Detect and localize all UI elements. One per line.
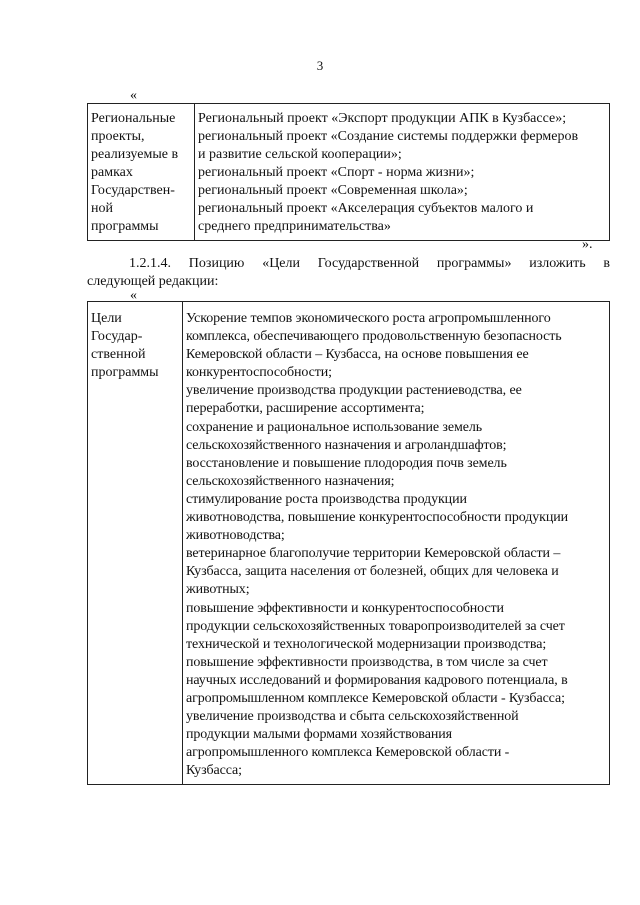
value-line: сельскохозяйственного назначения и агроландшафтов; <box>186 437 507 453</box>
amendment-paragraph <box>87 255 610 291</box>
value-line: среднего предпринимательства» <box>198 219 391 234</box>
value-line: стимулирование роста производства продукции <box>186 491 467 507</box>
value-line: агропромышленном комплексе Кемеровской области - Кузбасса; <box>186 690 565 706</box>
opening-quote-1: « <box>130 88 137 103</box>
value-line: научных исследований и формирования кадрового потенциала, в <box>186 672 568 688</box>
label-line: рамках <box>91 165 133 180</box>
value-line: повышение эффективности производства, в том числе за счет <box>186 654 548 670</box>
value-line: технической и технологической модернизации производства; <box>186 636 547 652</box>
closing-quote: ». <box>582 237 593 252</box>
value-line: увеличение производства продукции растениеводства, ее <box>186 383 522 399</box>
label-line: Государ- <box>91 329 143 345</box>
value-line: комплекса, обеспечивающего продовольственную безопасность <box>186 329 562 345</box>
value-line: Кемеровской области – Кузбасса, на основе повышения ее <box>186 347 529 363</box>
program-goals-label-cell <box>88 302 183 785</box>
value-line: сельскохозяйственного назначения; <box>186 473 395 489</box>
value-line: региональный проект «Спорт - норма жизни»; <box>198 165 475 180</box>
value-line: Кузбасса, защита населения от болезней, общих для человека и <box>186 564 559 580</box>
value-line: сохранение и рациональное использование земель <box>186 419 483 435</box>
regional-projects-label-cell <box>88 104 195 241</box>
value-line: и развитие сельской кооперации»; <box>198 147 402 162</box>
label-line: программы <box>91 365 159 381</box>
value-line: Ускорение темпов экономического роста агропромышленного <box>186 311 551 326</box>
value-line: Кузбасса; <box>186 763 242 779</box>
label-line: Региональные <box>91 111 176 126</box>
program-goals-value-cell <box>183 302 610 785</box>
label-line: Государствен- <box>91 183 175 198</box>
value-line: восстановление и повышение плодородия почв земель <box>186 455 507 471</box>
paragraph-line: 1.2.1.4. Позицию «Цели Государственной программы» изложить в <box>129 256 610 271</box>
label-line: реализуемые в <box>91 147 179 162</box>
opening-quote-2: « <box>130 288 137 303</box>
label-line: ной <box>91 201 113 216</box>
value-line: конкурентоспособности; <box>186 365 332 381</box>
value-line: Региональный проект «Экспорт продукции АПК в Кузбассе»; <box>198 111 567 126</box>
value-line: животных; <box>186 582 250 598</box>
regional-projects-table <box>87 103 610 241</box>
table-row <box>88 104 610 241</box>
value-line: увеличение производства и сбыта сельскохозяйственной <box>186 709 519 725</box>
paragraph-line: следующей редакции: <box>87 274 219 289</box>
label-line: ственной <box>91 347 146 363</box>
value-line: ветеринарное благополучие территории Кемеровской области – <box>186 546 561 562</box>
value-line: животноводства; <box>186 528 285 544</box>
value-line: агропромышленного комплекса Кемеровской области - <box>186 745 510 761</box>
program-goals-table <box>87 301 610 785</box>
value-line: повышение эффективности и конкурентоспособности <box>186 600 504 616</box>
value-line: региональный проект «Акселерация субъектов малого и <box>198 201 534 216</box>
value-line: животноводства, повышение конкурентоспособности продукции <box>186 510 569 526</box>
regional-projects-value-cell <box>195 104 610 241</box>
label-line: программы <box>91 219 159 234</box>
value-line: продукции сельскохозяйственных товаропроизводителей за счет <box>186 618 565 634</box>
page-number: 3 <box>316 58 324 73</box>
value-line: продукции малыми формами хозяйствования <box>186 727 452 743</box>
label-line: Цели <box>91 311 122 326</box>
value-line: региональный проект «Создание системы поддержки фермеров <box>198 129 579 144</box>
value-line: переработки, расширение ассортимента; <box>186 401 425 417</box>
value-line: региональный проект «Современная школа»; <box>198 183 468 198</box>
table-row <box>88 302 610 785</box>
label-line: проекты, <box>91 129 145 144</box>
